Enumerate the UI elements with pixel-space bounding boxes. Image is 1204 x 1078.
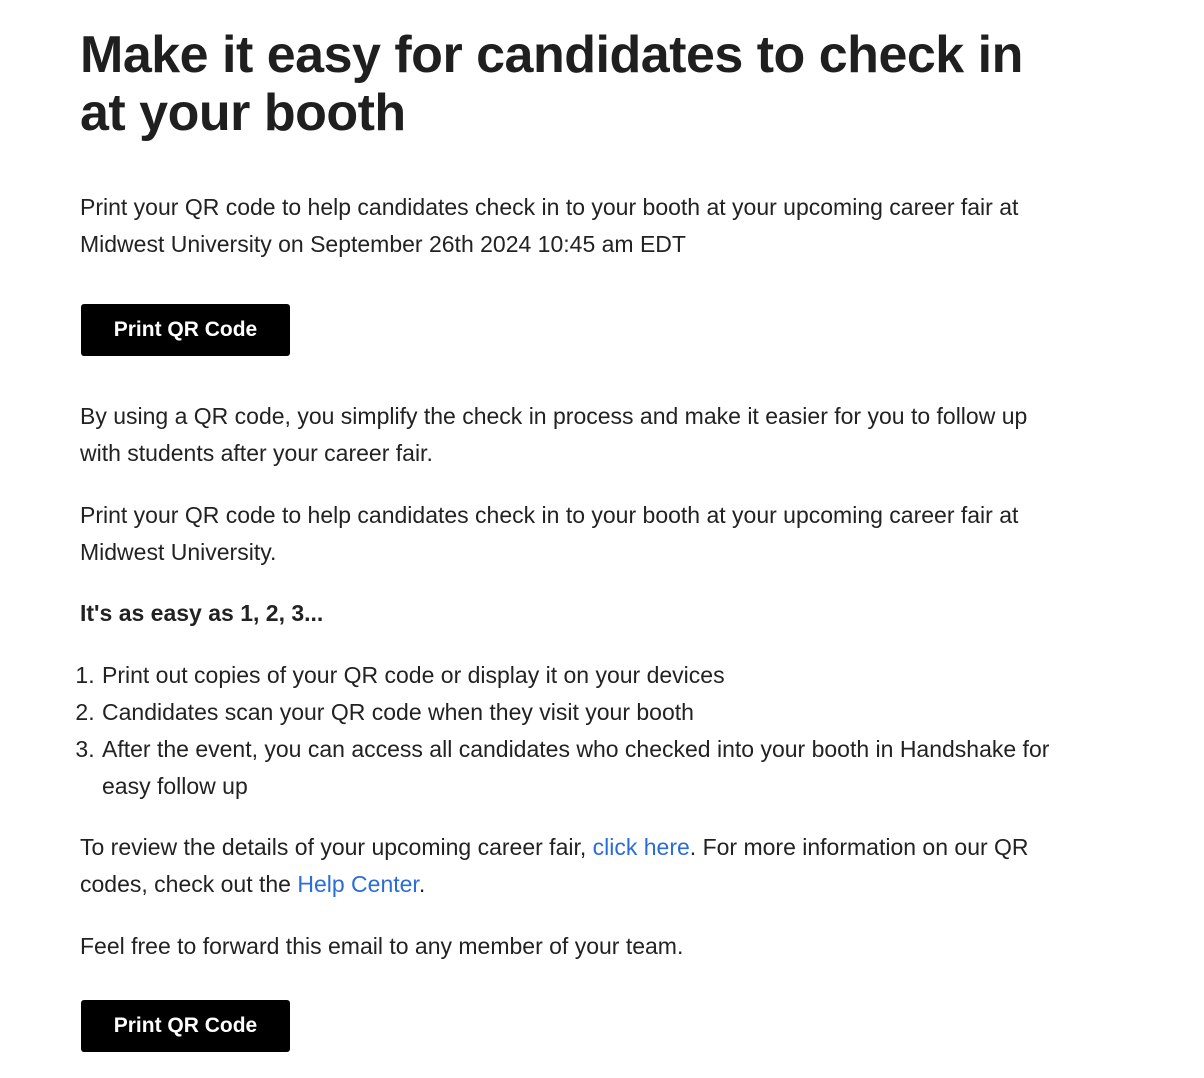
repeat-text: Print your QR code to help candidates check in to your booth at your upcoming career fair at Midwest University. [80, 502, 1019, 565]
email-headline: Make it easy for candidates to check in at your booth [80, 26, 1023, 142]
help-center-link[interactable]: Help Center [297, 871, 419, 897]
intro-text: Print your QR code to help candidates check in to your booth at your upcoming career fair at Midwest University on September 26th 2024 10:45 am EDT [80, 194, 1019, 257]
print-qr-code-button-bottom[interactable]: Print QR Code [81, 1000, 290, 1052]
review-suffix: . [418, 871, 426, 897]
steps-heading: It's as easy as 1, 2, 3... [80, 600, 324, 626]
benefit-text: By using a QR code, you simplify the check in process and make it easier for you to follow up with students after your career fair. [80, 403, 1028, 466]
click-here-link[interactable]: click here [592, 834, 690, 860]
print-qr-code-button[interactable]: Print QR Code [81, 304, 290, 356]
review-middle: . For more information on our QR codes, check out the [80, 834, 1029, 897]
forward-text: Feel free to forward this email to any member of your team. [80, 933, 684, 959]
step-item: 2. Candidates scan your QR code when they visit your booth [101, 694, 1060, 731]
review-prefix: To review the details of your upcoming career fair, [80, 834, 593, 860]
review-text [80, 829, 1060, 903]
print-button-container-top [80, 304, 1060, 356]
step-item: 3. After the event, you can access all candidates who checked into your booth in Handshake for easy follow up [101, 731, 1060, 805]
print-button-container-bottom [80, 1000, 1060, 1052]
email-content [80, 0, 1060, 1052]
steps-list [80, 657, 1060, 805]
step-item: 1. Print out copies of your QR code or display it on your devices [101, 657, 1060, 694]
